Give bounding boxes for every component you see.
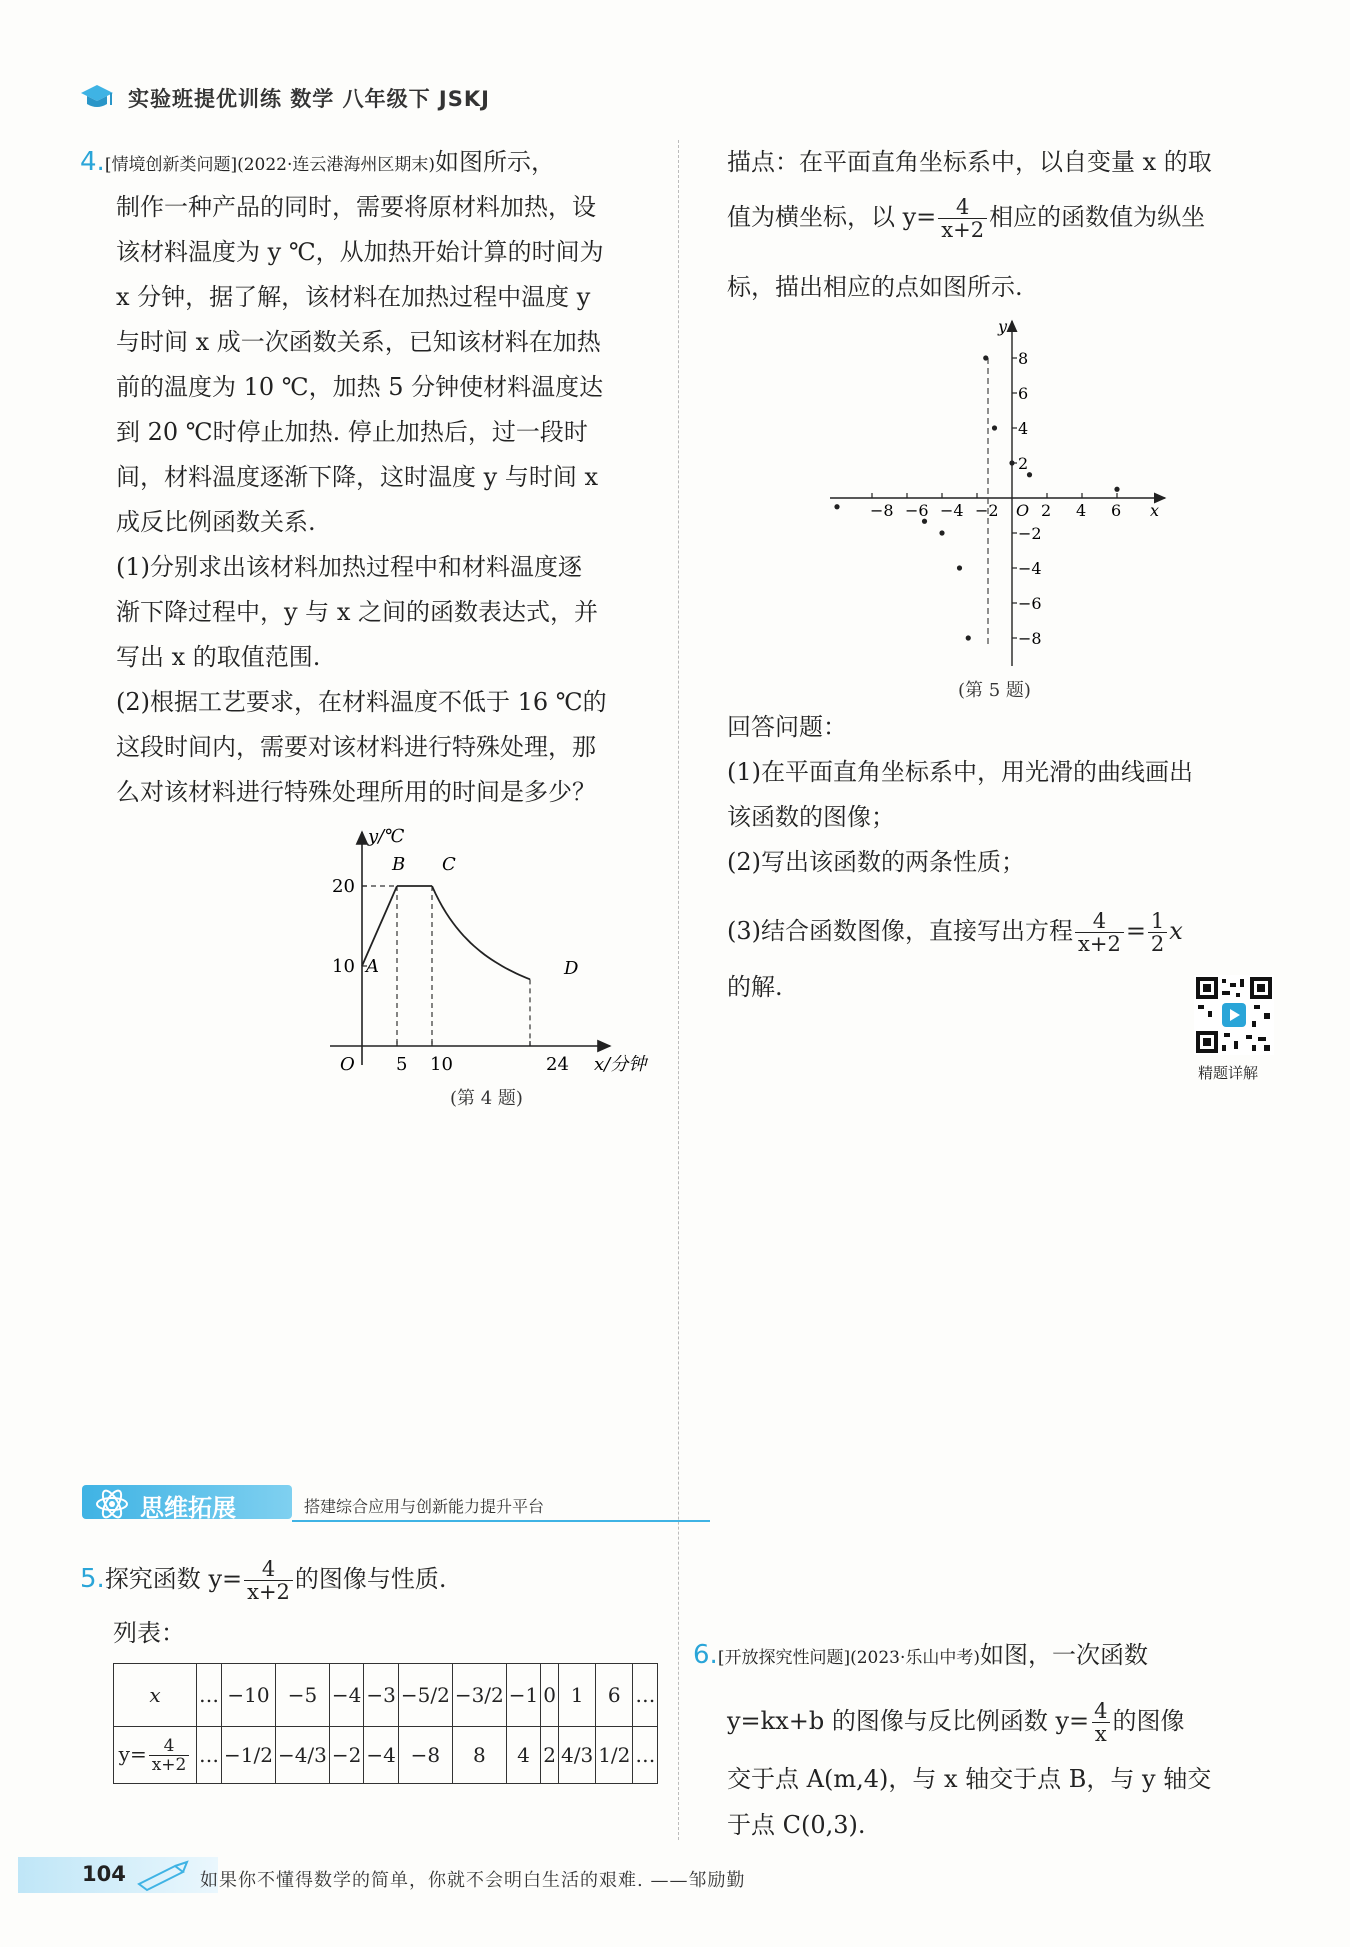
q5-plot-line-1: 描点：在平面直角坐标系中，以自变量 x 的取 xyxy=(727,148,1212,176)
x-label: x xyxy=(149,1683,161,1707)
table-cell: −5/2 xyxy=(398,1664,452,1727)
x-tick-5: 5 xyxy=(396,1054,408,1075)
table-cell: −8 xyxy=(398,1727,452,1784)
x-tick: −8 xyxy=(870,501,894,520)
figure-4-caption: (第 4 题) xyxy=(450,1088,523,1109)
data-point xyxy=(939,530,944,535)
q6-text: 的图像 xyxy=(1112,1707,1185,1735)
denominator: x+2 xyxy=(244,1580,293,1603)
q5-text: 相应的函数值为纵坐 xyxy=(989,203,1206,231)
q5-text: 值为横坐标，以 y= xyxy=(727,203,937,231)
point-B-label: B xyxy=(392,854,406,875)
q5-part3-end: 的解. xyxy=(727,973,783,1001)
numerator: 4 xyxy=(1094,1699,1108,1723)
q6-text: y=kx+b 的图像与反比例函数 y= xyxy=(727,1707,1090,1735)
figure-5-caption: (第 5 题) xyxy=(958,680,1031,701)
data-point xyxy=(992,425,997,430)
q5-number: 5. xyxy=(80,1564,105,1594)
x-tick: 6 xyxy=(1111,501,1122,520)
banner-rule xyxy=(292,1520,710,1522)
q6-line-3: 交于点 A(m,4)，与 x 轴交于点 B，与 y 轴交 xyxy=(727,1765,1212,1793)
y-tick: −6 xyxy=(1018,594,1042,613)
fraction xyxy=(1148,910,1167,955)
q6-line-1 xyxy=(693,1640,1148,1673)
q6-tag: [开放探究性问题](2023·乐山中考) xyxy=(717,1648,981,1668)
table-cell: −4/3 xyxy=(275,1727,329,1784)
figure-5-chart xyxy=(830,318,1170,668)
q5-part3 xyxy=(727,910,1183,955)
y-tick-10: 10 xyxy=(332,956,355,977)
q4-line: 写出 x 的取值范围. xyxy=(116,643,321,671)
column-divider xyxy=(678,140,679,1840)
table-header-cell xyxy=(114,1727,197,1784)
numerator: 4 xyxy=(261,1557,276,1581)
numerator: 1 xyxy=(1150,909,1165,933)
curve-CD xyxy=(432,886,530,979)
table-cell: −3 xyxy=(364,1664,398,1727)
table-cell: 8 xyxy=(452,1727,506,1784)
table-cell: … xyxy=(197,1664,222,1727)
table-cell: −10 xyxy=(222,1664,276,1727)
table-row xyxy=(114,1727,658,1784)
data-point xyxy=(966,635,971,640)
data-point xyxy=(957,565,962,570)
table-cell: −2 xyxy=(329,1727,363,1784)
table-cell: 6 xyxy=(596,1664,633,1727)
q4-line: 到 20 ℃时停止加热. 停止加热后，过一段时 xyxy=(116,418,588,446)
footer-quote: 如果你不懂得数学的简单，你就不会明白生活的艰难. ——邹励勤 xyxy=(200,1870,746,1891)
q5-plot-line-3: 标，描出相应的点如图所示. xyxy=(727,273,1023,301)
y-axis-label: y/℃ xyxy=(368,826,405,847)
data-point xyxy=(1114,487,1119,492)
q5-intro xyxy=(80,1558,447,1603)
x-tick: −2 xyxy=(975,501,999,520)
q4-line: 渐下降过程中，y 与 x 之间的函数表达式，并 xyxy=(116,598,598,626)
y-tick: 8 xyxy=(1018,349,1029,368)
table-cell: 4 xyxy=(506,1727,540,1784)
x-tick: 2 xyxy=(1041,501,1052,520)
header-title: 实验班提优训练 数学 八年级下 JSKJ xyxy=(128,87,490,111)
segment-AB xyxy=(362,886,397,966)
q4-tag: [情境创新类问题](2022·连云港海州区期末) xyxy=(104,155,436,175)
table-cell: … xyxy=(633,1727,658,1784)
atom-icon xyxy=(94,1486,130,1522)
fraction xyxy=(1075,910,1124,955)
x-tick: −4 xyxy=(940,501,964,520)
denominator: x+2 xyxy=(1075,932,1124,955)
denominator: x xyxy=(1092,1722,1110,1745)
graduation-cap-icon xyxy=(80,83,114,113)
q5-text: (3)结合函数图像，直接写出方程 xyxy=(727,917,1073,945)
equals: = xyxy=(1125,917,1146,945)
q4-line: 与时间 x 成一次函数关系，已知该材料在加热 xyxy=(116,328,601,356)
point-D-label: D xyxy=(564,958,579,979)
table-cell: −4 xyxy=(364,1727,398,1784)
table-cell: 2 xyxy=(541,1727,559,1784)
figure-4-chart xyxy=(320,820,670,1080)
y-label: y= xyxy=(118,1741,147,1766)
section-banner xyxy=(82,1482,627,1524)
q4-line-1 xyxy=(80,147,555,180)
table-cell: 4/3 xyxy=(559,1727,596,1784)
y-tick: 2 xyxy=(1018,454,1029,473)
numerator: 4 xyxy=(163,1735,175,1756)
q5-part2: (2)写出该函数的两条性质； xyxy=(727,848,1025,876)
fraction xyxy=(244,1558,293,1603)
table-cell: … xyxy=(633,1664,658,1727)
q5-ask: 回答问题： xyxy=(727,713,847,741)
q5-table-label: 列表： xyxy=(113,1619,185,1647)
fraction xyxy=(1091,1700,1110,1745)
q4-line: (2)根据工艺要求，在材料温度不低于 16 ℃的 xyxy=(116,688,607,716)
q4-line: 该材料温度为 y ℃，从加热开始计算的时间为 xyxy=(116,238,604,266)
numerator: 4 xyxy=(956,195,970,219)
table-cell: −1/2 xyxy=(222,1727,276,1784)
x-tick: −6 xyxy=(905,501,929,520)
table-row xyxy=(114,1664,658,1727)
table-cell: 1/2 xyxy=(596,1727,633,1784)
variable-x: x xyxy=(1169,917,1183,945)
origin-label: O xyxy=(340,1054,355,1075)
q4-line: 这段时间内，需要对该材料进行特殊处理，那 xyxy=(116,733,596,761)
denominator: x+2 xyxy=(149,1755,190,1774)
point-C-label: C xyxy=(442,854,456,875)
table-cell: 0 xyxy=(541,1664,559,1727)
y-tick: −8 xyxy=(1018,629,1042,648)
table-cell: −4 xyxy=(329,1664,363,1727)
q5-plot-line-2 xyxy=(727,196,1205,241)
q5-text: 探究函数 y= xyxy=(104,1565,243,1593)
q6-line-4: 于点 C(0,3). xyxy=(727,1811,866,1839)
q4-line: (1)分别求出该材料加热过程中和材料温度逐 xyxy=(116,553,582,581)
x-tick-24: 24 xyxy=(546,1054,569,1075)
fraction xyxy=(149,1737,190,1774)
qr-label: 精题详解 xyxy=(1198,1064,1259,1082)
q4-line: 间，材料温度逐渐下降，这时温度 y 与时间 x xyxy=(116,463,598,491)
table-cell: −1 xyxy=(506,1664,540,1727)
denominator: x+2 xyxy=(938,218,987,241)
data-point xyxy=(1009,460,1014,465)
y-tick: 4 xyxy=(1018,419,1029,438)
q6-line-2 xyxy=(727,1700,1185,1745)
y-tick: −2 xyxy=(1018,524,1042,543)
qr-code-icon[interactable] xyxy=(1194,975,1274,1055)
denominator: 2 xyxy=(1148,932,1167,955)
page-header xyxy=(80,78,490,118)
table-cell: 1 xyxy=(559,1664,596,1727)
q6-number: 6. xyxy=(693,1640,718,1670)
q4-number: 4. xyxy=(80,147,105,177)
x-axis-label: x/分钟 xyxy=(594,1054,647,1075)
numerator: 4 xyxy=(1092,909,1107,933)
x-axis-label: x xyxy=(1150,501,1160,520)
banner-title: 思维拓展 xyxy=(140,1494,236,1522)
q4-text: 如图所示， xyxy=(435,148,556,176)
y-tick-20: 20 xyxy=(332,876,355,897)
q5-part1a: (1)在平面直角坐标系中，用光滑的曲线画出 xyxy=(727,758,1193,786)
q4-line: x 分钟，据了解，该材料在加热过程中温度 y xyxy=(116,283,591,311)
q4-line: 么对该材料进行特殊处理所用的时间是多少？ xyxy=(116,778,596,806)
q6-text: 如图，一次函数 xyxy=(980,1641,1149,1669)
origin-label: O xyxy=(1016,501,1030,520)
q5-text: 的图像与性质. xyxy=(294,1565,447,1593)
x-tick: 4 xyxy=(1076,501,1087,520)
y-tick: −4 xyxy=(1018,559,1042,578)
q4-line: 成反比例函数关系. xyxy=(116,508,316,536)
page-number: 104 xyxy=(82,1862,126,1886)
data-point xyxy=(983,355,988,360)
x-tick-10: 10 xyxy=(430,1054,453,1075)
q5-part1b: 该函数的图像； xyxy=(727,803,895,831)
point-A-label: A xyxy=(366,956,379,977)
pencil-doodle-icon xyxy=(135,1858,191,1892)
table-cell: … xyxy=(197,1727,222,1784)
data-point xyxy=(834,504,839,509)
table-cell: −3/2 xyxy=(452,1664,506,1727)
table-header-cell xyxy=(114,1664,197,1727)
banner-subtitle: 搭建综合应用与创新能力提升平台 xyxy=(304,1497,545,1516)
q4-line: 制作一种产品的同时，需要将原材料加热，设 xyxy=(116,193,596,221)
q4-line: 前的温度为 10 ℃，加热 5 分钟使材料温度达 xyxy=(116,373,604,401)
fraction xyxy=(938,196,987,241)
q5-value-table xyxy=(113,1663,658,1784)
table-cell: −5 xyxy=(275,1664,329,1727)
y-tick: 6 xyxy=(1018,384,1029,403)
y-axis-label: y xyxy=(998,318,1008,336)
